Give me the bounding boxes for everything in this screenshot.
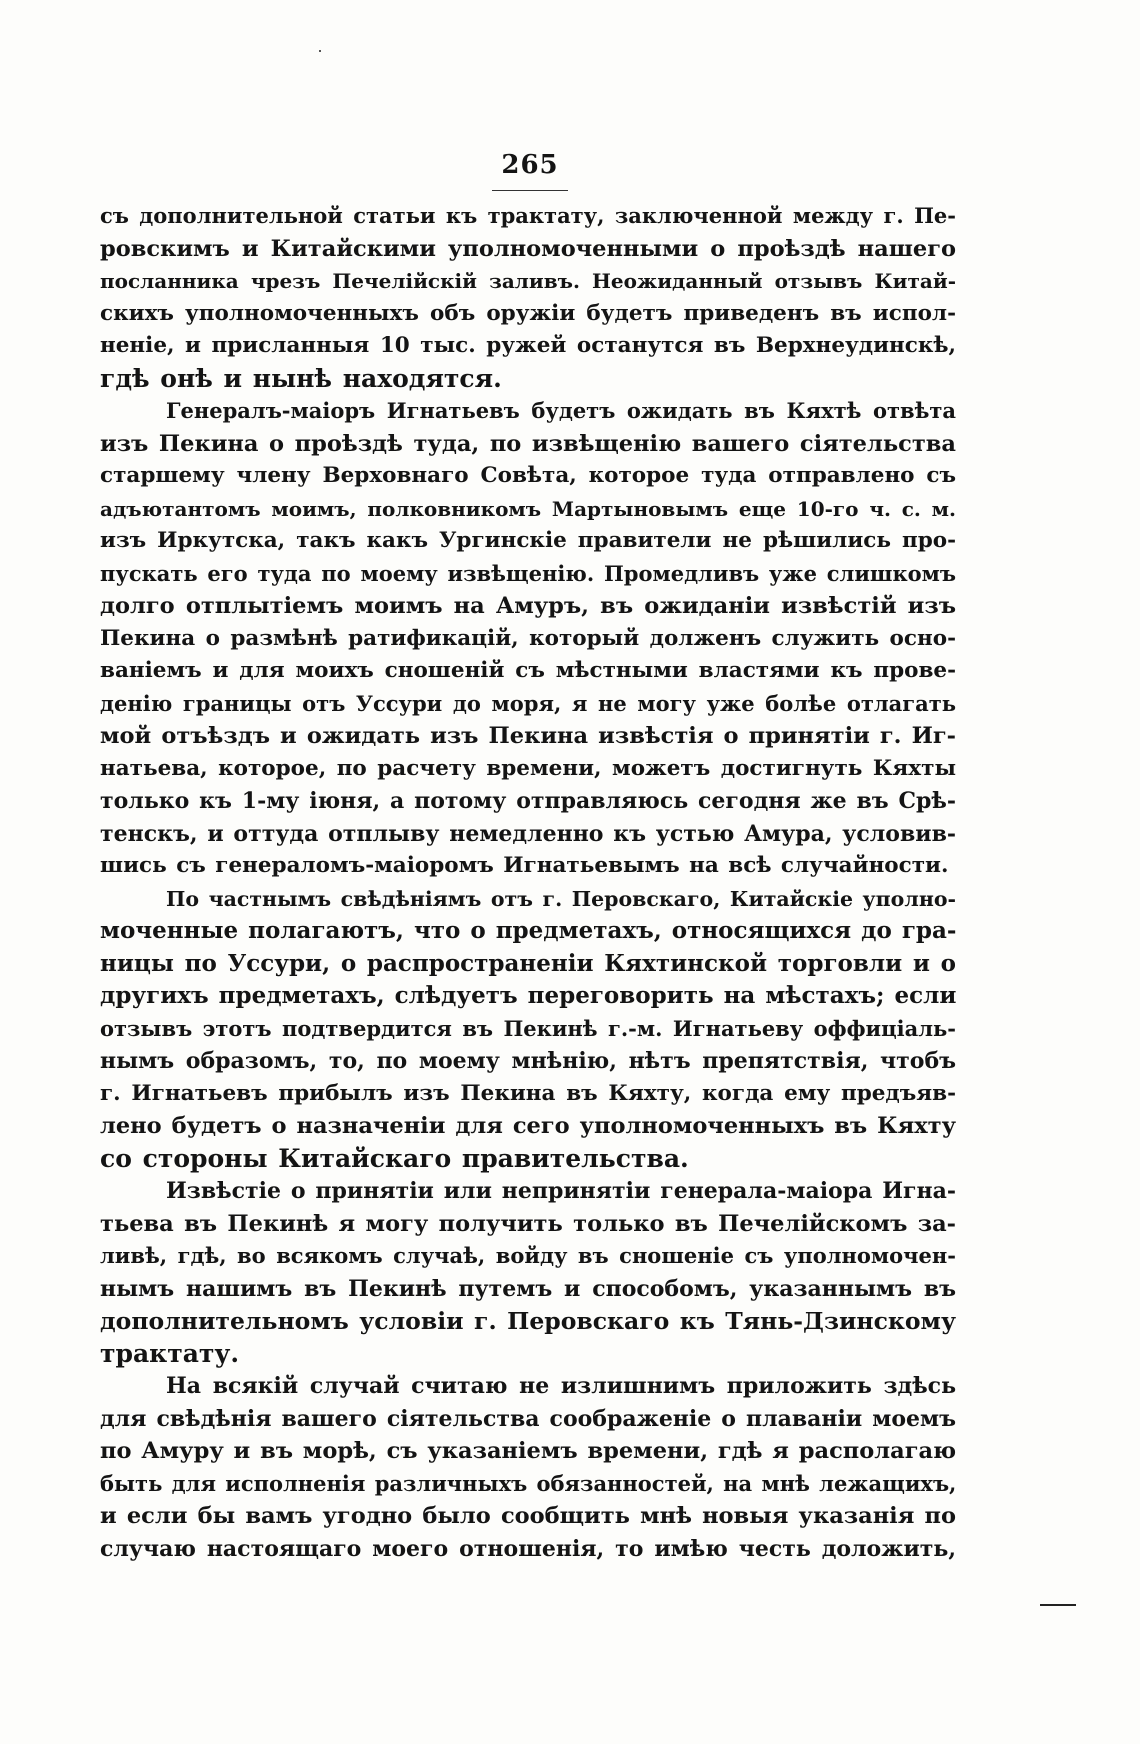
text-line: денію границы отъ Уссури до моря, я не могу уже болѣе отлагать	[100, 690, 956, 716]
text-line: ровскимъ и Китайскими уполномоченными о проѣздѣ нашего	[100, 235, 956, 262]
text-line: пускать его туда по моему извѣщенію. Промедливъ уже слишкомъ	[100, 560, 956, 586]
text-line: адъютантомъ моимъ, полковникомъ Мартыновымъ еще 10-го ч. с. м.	[100, 496, 956, 521]
text-line: г. Игнатьевъ прибылъ изъ Пекина въ Кяхту, когда ему предъяв-	[100, 1080, 956, 1106]
text-line: неніе, и присланныя 10 тыс. ружей останутся въ Верхнеудинскѣ,	[100, 333, 956, 358]
text-line: скихъ уполномоченныхъ объ оружіи будетъ приведенъ въ испол-	[100, 300, 956, 326]
text-line: изъ Пекина о проѣздѣ туда, по извѣщенію вашего сіятельства	[100, 430, 956, 457]
text-line: только къ 1-му іюня, а потому отправляюсь сегодня же въ Срѣ-	[100, 788, 956, 814]
scan-speck	[319, 50, 321, 52]
text-line: Генералъ-маіоръ Игнатьевъ будетъ ожидать въ Кяхтѣ отвѣта	[166, 398, 956, 423]
text-line: ливѣ, гдѣ, во всякомъ случаѣ, войду въ сношеніе съ уполномочен-	[100, 1243, 956, 1268]
text-line: отзывъ этотъ подтвердится въ Пекинѣ г.-м. Игнатьеву оффиціаль-	[100, 1015, 956, 1041]
text-line: лено будетъ о назначеніи для сего уполномоченныхъ въ Кяхту	[100, 1113, 956, 1139]
text-line: натьева, которое, по расчету времени, можетъ достигнуть Кяхты	[100, 755, 956, 781]
text-line: ницы по Уссури, о распространеніи Кяхтинской торговли и о	[100, 949, 956, 977]
text-line: На всякій случай считаю не излишнимъ приложить здѣсь	[166, 1373, 956, 1399]
page-number: 265	[501, 150, 559, 180]
text-line: быть для исполненія различныхъ обязанностей, на мнѣ лежащихъ,	[100, 1470, 957, 1496]
text-line: со стороны Китайскаго правительства.	[100, 1143, 689, 1173]
text-line: ваніемъ и для моихъ сношеній съ мѣстными властями къ прове-	[100, 658, 956, 683]
text-line: Пекина о размѣнѣ ратификацій, который долженъ служить осно-	[100, 625, 956, 651]
text-line: и если бы вамъ угодно было сообщить мнѣ новыя указанія по	[100, 1503, 956, 1529]
text-line: изъ Иркутска, такъ какъ Ургинскіе правители не рѣшились про-	[100, 528, 956, 553]
text-line: моченные полагаютъ, что о предметахъ, относящихся до гра-	[100, 917, 957, 944]
text-line: тенскъ, и оттуда отплыву немедленно къ устью Амура, условив-	[100, 820, 956, 847]
text-line: случаю настоящаго моего отношенія, то имѣю честь доложить,	[100, 1535, 956, 1562]
text-line: старшему члену Верховнаго Совѣта, которое туда отправлено съ	[100, 463, 956, 488]
text-line: тьева въ Пекинѣ я могу получить только въ Печелійскомъ за-	[100, 1210, 956, 1237]
text-line: По частнымъ свѣдѣніямъ отъ г. Перовскаго, Китайскіе уполно-	[166, 886, 956, 911]
margin-dash	[1040, 1604, 1076, 1606]
text-line: долго отплытіемъ моимъ на Амуръ, въ ожиданіи извѣстій изъ	[100, 593, 956, 619]
text-line: мой отъѣздъ и ожидать изъ Пекина извѣстія о принятіи г. Иг-	[100, 723, 956, 749]
text-line: Извѣстіе о принятіи или непринятіи генерала-маіора Игна-	[166, 1178, 956, 1204]
text-line: нымъ нашимъ въ Пекинѣ путемъ и способомъ, указаннымъ въ	[100, 1275, 956, 1302]
text-line: трактату.	[100, 1338, 240, 1368]
text-line: дополнительномъ условіи г. Перовскаго къ Тянь-Дзинскому	[100, 1307, 956, 1335]
text-line: посланника чрезъ Печелійскій заливъ. Неожиданный отзывъ Китай-	[100, 269, 956, 293]
text-line: для свѣдѣнія вашего сіятельства соображеніе о плаваніи моемъ	[100, 1405, 956, 1432]
text-line: гдѣ онѣ и нынѣ находятся.	[100, 363, 502, 393]
text-line: по Амуру и въ морѣ, съ указаніемъ времени, гдѣ я располагаю	[100, 1438, 957, 1464]
text-line: съ дополнительной статьи къ трактату, заключенной между г. Пе-	[100, 203, 956, 228]
text-line: нымъ образомъ, то, по моему мнѣнію, нѣтъ препятствія, чтобъ	[100, 1048, 956, 1074]
text-line: шись съ генераломъ-маіоромъ Игнатьевымъ на всѣ случайности.	[100, 853, 949, 878]
text-line: другихъ предметахъ, слѣдуетъ переговорить на мѣстахъ; если	[100, 982, 957, 1009]
page-number-rule	[492, 190, 568, 191]
body-text	[100, 200, 956, 1565]
